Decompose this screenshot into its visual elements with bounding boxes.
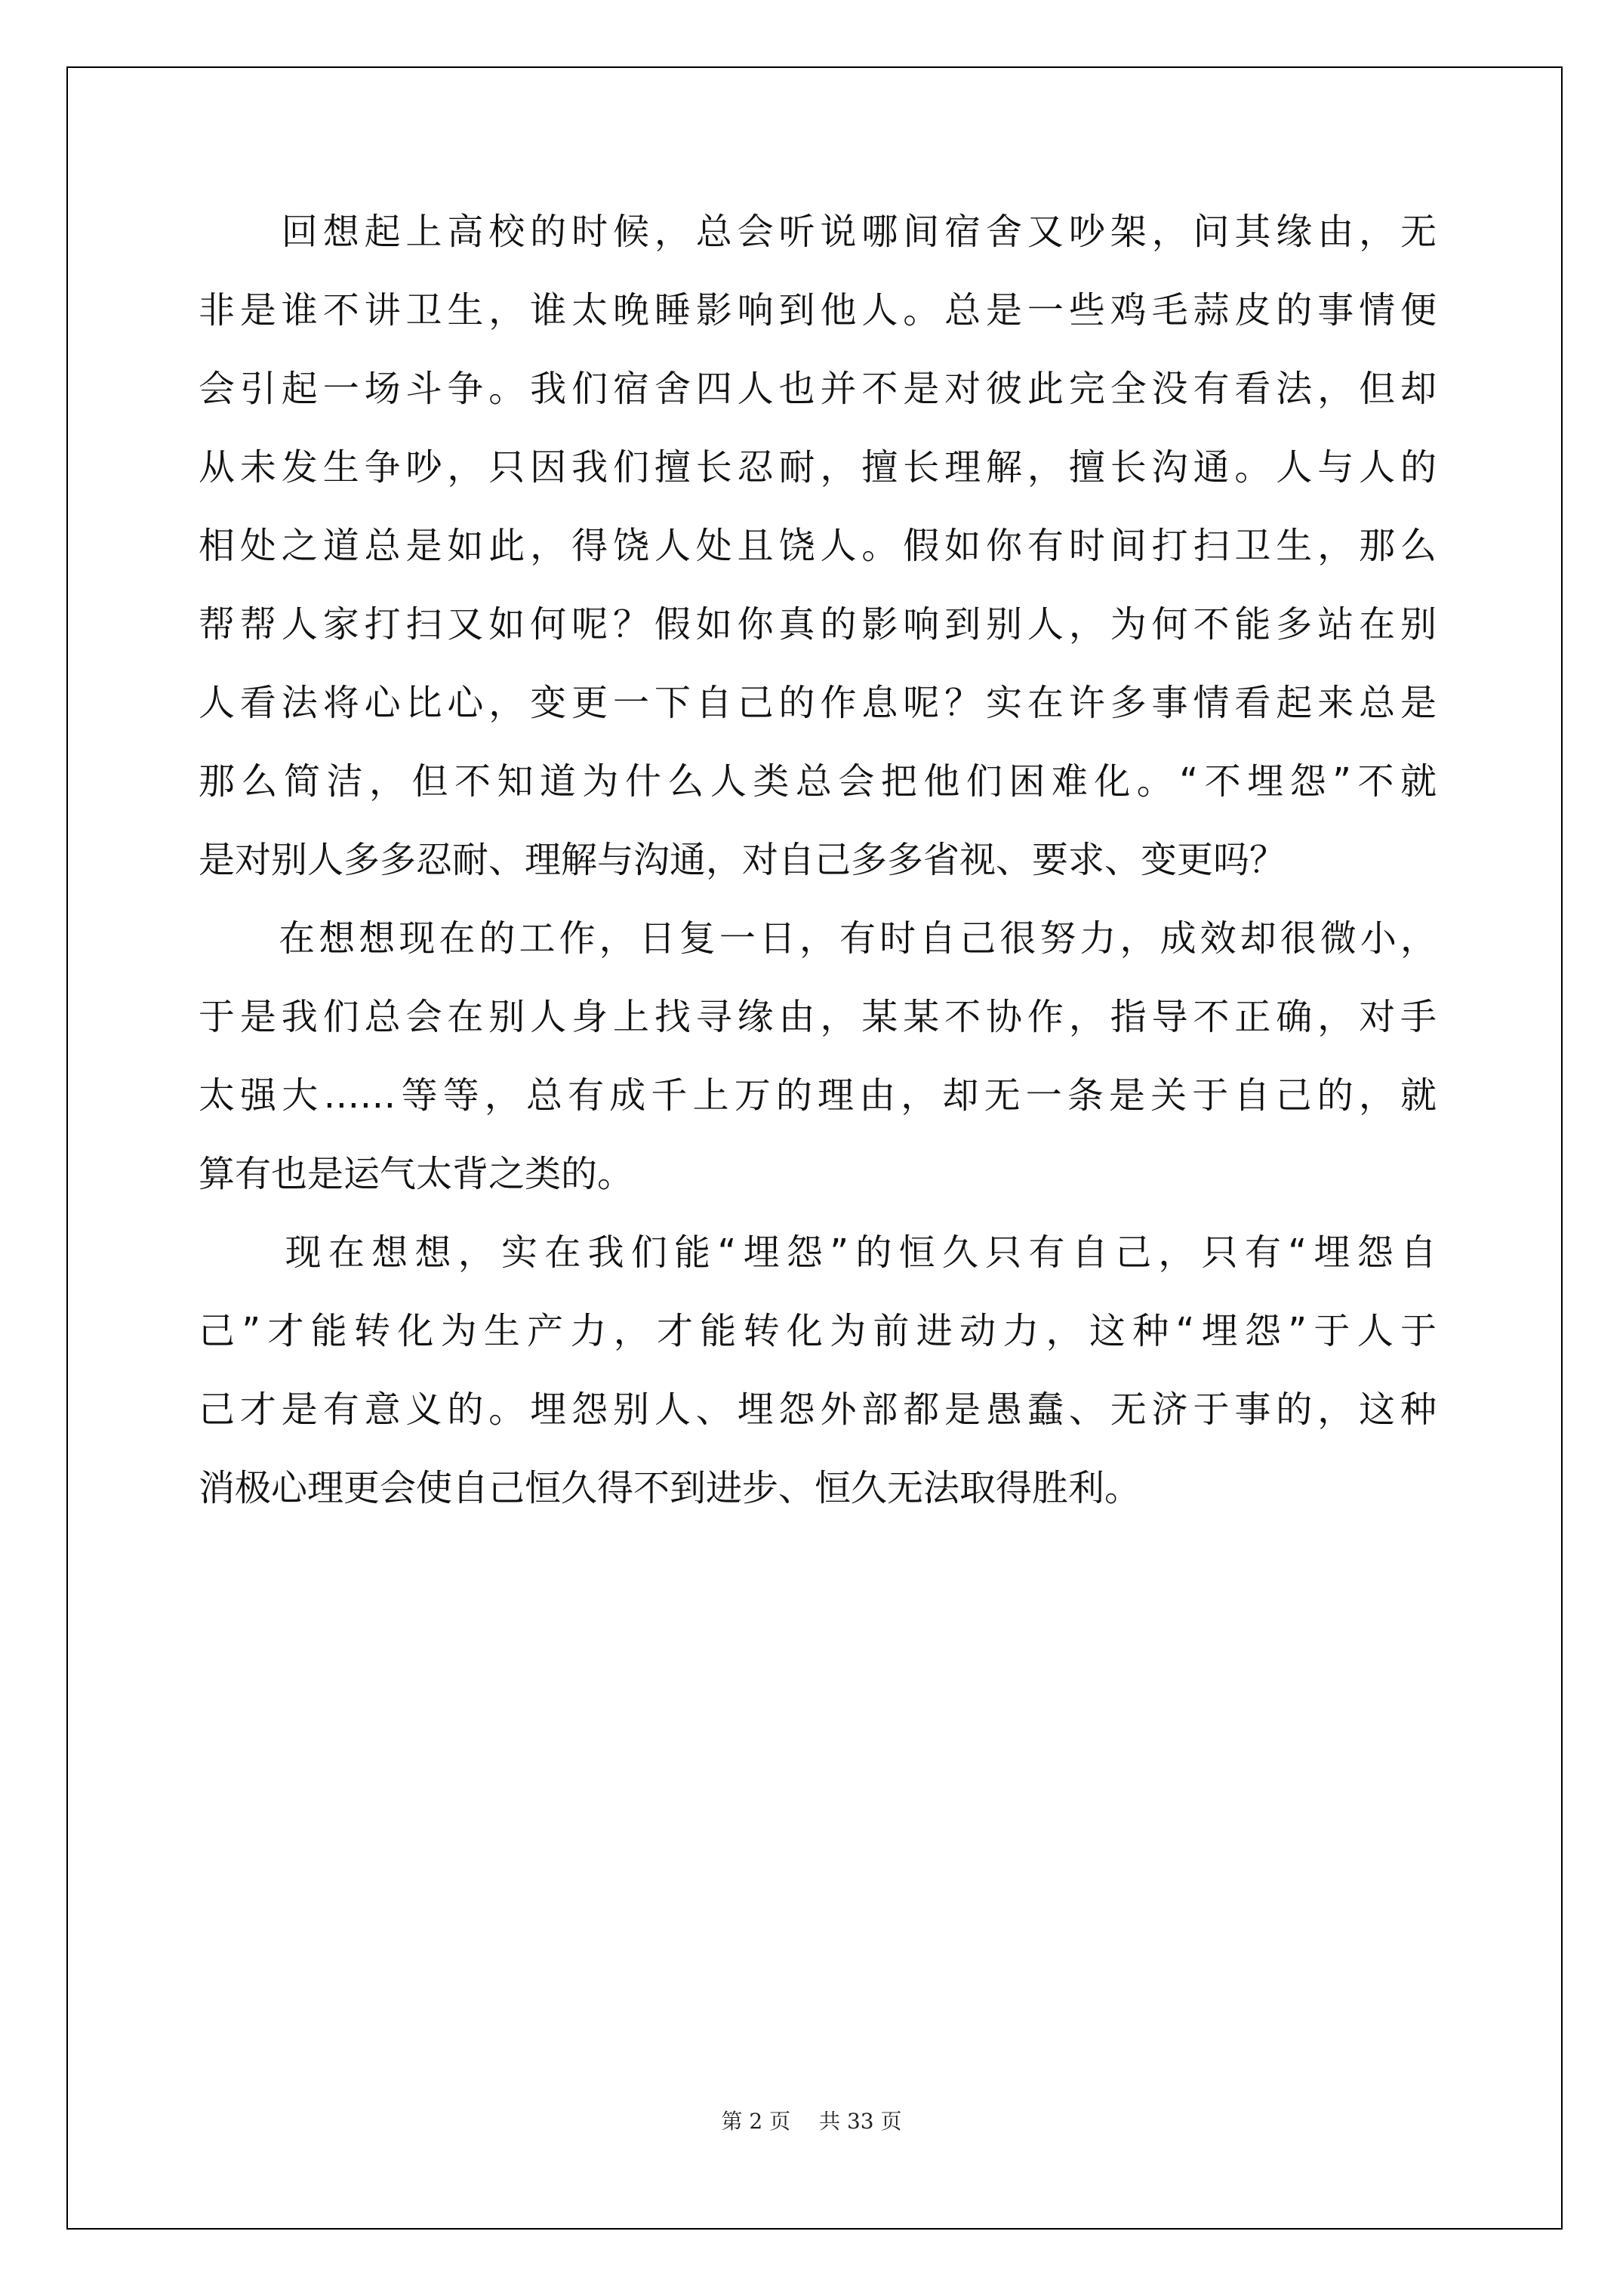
text-line: 己”才能转化为生产力，才能转化为前进动力，这种“埋怨”于人于 — [199, 1310, 1437, 1352]
document-body — [199, 193, 1437, 1527]
text-line: 现在想想，实在我们能“埋怨”的恒久只有自己，只有“埋怨自 — [199, 1231, 1437, 1274]
text-line: 于是我们总会在别人身上找寻缘由，某某不协作，指导不正确，对手 — [199, 996, 1437, 1038]
page-footer — [0, 2106, 1623, 2137]
text-line: 算有也是运气太背之类的。 — [199, 1153, 634, 1195]
text-line: 非是谁不讲卫生，谁太晚睡影响到他人。总是一些鸡毛蒜皮的事情便 — [199, 289, 1437, 331]
text-line: 人看法将心比心，变更一下自己的作息呢？实在许多事情看起来总是 — [199, 682, 1437, 724]
text-line: 己才是有意义的。埋怨别人、埋怨外部都是愚蠢、无济于事的，这种 — [199, 1388, 1437, 1431]
text-line: 消极心理更会使自己恒久得不到进步、恒久无法取得胜利。 — [199, 1467, 1141, 1509]
page-number: 第 2 页 — [721, 2109, 791, 2134]
text-line: 会引起一场斗争。我们宿舍四人也并不是对彼此完全没有看法，但却 — [199, 368, 1437, 410]
text-line: 在想想现在的工作，日复一日，有时自己很努力，成效却很微小， — [199, 917, 1437, 960]
page-total: 共 33 页 — [819, 2109, 902, 2134]
paragraph-3 — [199, 1213, 1437, 1527]
text-line: 太强大……等等，总有成千上万的理由，却无一条是关于自己的，就 — [199, 1074, 1437, 1117]
text-line: 帮帮人家打扫又如何呢？假如你真的影响到别人，为何不能多站在别 — [199, 603, 1437, 646]
text-line: 回想起上高校的时候，总会听说哪间宿舍又吵架，问其缘由，无 — [199, 211, 1437, 253]
text-line: 是对别人多多忍耐、理解与沟通，对自己多多省视、要求、变更吗？ — [199, 839, 1286, 881]
text-line: 那么简洁，但不知道为什么人类总会把他们困难化。“不埋怨”不就 — [199, 760, 1437, 803]
text-line: 从未发生争吵，只因我们擅长忍耐，擅长理解，擅长沟通。人与人的 — [199, 446, 1437, 488]
text-line: 相处之道总是如此，得饶人处且饶人。假如你有时间打扫卫生，那么 — [199, 525, 1437, 567]
paragraph-2 — [199, 899, 1437, 1213]
paragraph-1 — [199, 193, 1437, 899]
